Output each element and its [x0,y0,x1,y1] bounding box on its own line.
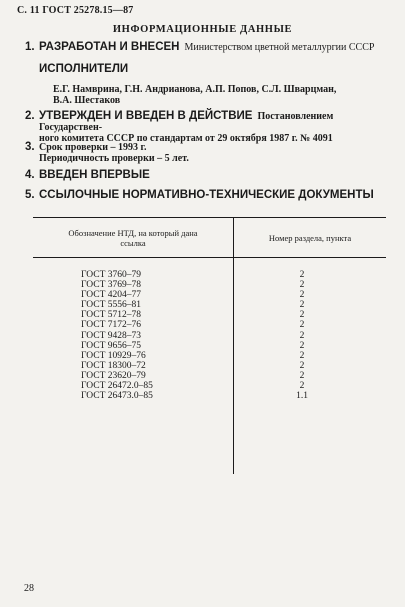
table-row-item: 2 [299,300,305,311]
performers-heading: ИСПОЛНИТЕЛИ [39,63,129,75]
section-1 [25,42,385,53]
section-4-heading: ВВЕДЕН ВПЕРВЫЕ [39,169,150,181]
table-header-document-line-1: Обозначение НТД, на который дана [68,228,198,238]
table-row-item: 2 [299,280,305,291]
table-row-document: ГОСТ 9428–73 [81,330,141,341]
section-4-number: 4. [25,169,35,181]
table-row-item: 2 [299,360,305,371]
table-row-item: 2 [299,270,305,280]
table-header-document [33,228,233,248]
table-item-column [292,270,312,401]
table-row-document: ГОСТ 9656–75 [81,340,141,351]
performers-line-2: В.А. Шестаков [53,95,121,106]
section-2-text-1: Постановлением Государствен- [39,111,334,133]
section-2-text-2: ного комитета СССР по стандартам от 29 октября 1987 г. № 4091 [39,133,333,144]
table-row-item: 2 [299,340,305,351]
table-row-document: ГОСТ 4204–77 [81,290,141,301]
page-title: ИНФОРМАЦИОННЫЕ ДАННЫЕ [112,24,293,35]
table-top-rule [33,217,386,218]
running-header: С. 11 ГОСТ 25278.15—87 [17,5,134,16]
table-row-document: ГОСТ 18300–72 [81,360,146,371]
table-row-document: ГОСТ 5556–81 [81,300,141,311]
table-row-document: ГОСТ 26473.0–85 [81,391,153,402]
table-row-item: 2 [299,381,305,392]
section-3-number: 3. [25,141,35,153]
table-row-document: ГОСТ 26472.0–85 [81,381,153,392]
section-5 [25,190,385,201]
performers-list [53,84,336,106]
table-row-document: ГОСТ 3769–78 [81,280,141,291]
table-document-column [81,270,153,401]
section-2 [25,111,385,144]
table-row-document: ГОСТ 23620–79 [81,370,146,381]
section-1-heading: РАЗРАБОТАН И ВНЕСЕН [39,41,180,53]
section-2-number: 2. [25,110,35,122]
table-row-item: 1.1 [296,391,308,402]
section-1-text: Министерством цветной металлургии СССР [184,42,375,53]
section-3-line-2: Периодичность проверки – 5 лет. [39,153,189,164]
section-1-number: 1. [25,41,35,53]
section-3-line-1: Срок проверки – 1993 г. [39,142,147,153]
section-2-heading: УТВЕРЖДЕН И ВВЕДЕН В ДЕЙСТВИЕ [39,110,253,122]
table-row-document: ГОСТ 5712–78 [81,310,141,321]
table-column-divider [233,217,234,474]
table-row-document: ГОСТ 7172–76 [81,320,141,331]
table-row-item: 2 [299,370,305,381]
table-row-item: 2 [299,350,305,361]
performers-heading-block [25,64,385,75]
table-row-item: 2 [299,290,305,301]
table-header-item: Номер раздела, пункта [268,233,352,243]
table-header-rule [33,257,386,258]
section-4 [25,170,385,181]
table-header-document-line-2: ссылка [120,238,146,248]
section-3 [25,142,385,164]
table-row-item: 2 [299,320,305,331]
page-number: 28 [24,583,34,594]
table-row-item: 2 [299,310,305,321]
performers-line-1: Е.Г. Намврина, Г.Н. Андрианова, А.П. Попов, С.Л. Шварцман, [53,84,337,95]
table-row-document: ГОСТ 10929–76 [81,350,146,361]
section-5-heading: ССЫЛОЧНЫЕ НОРМАТИВНО-ТЕХНИЧЕСКИЕ ДОКУМЕНТЫ [39,189,374,201]
table-row-document: ГОСТ 3760–79 [81,270,141,280]
section-5-number: 5. [25,189,35,201]
table-row-item: 2 [299,330,305,341]
